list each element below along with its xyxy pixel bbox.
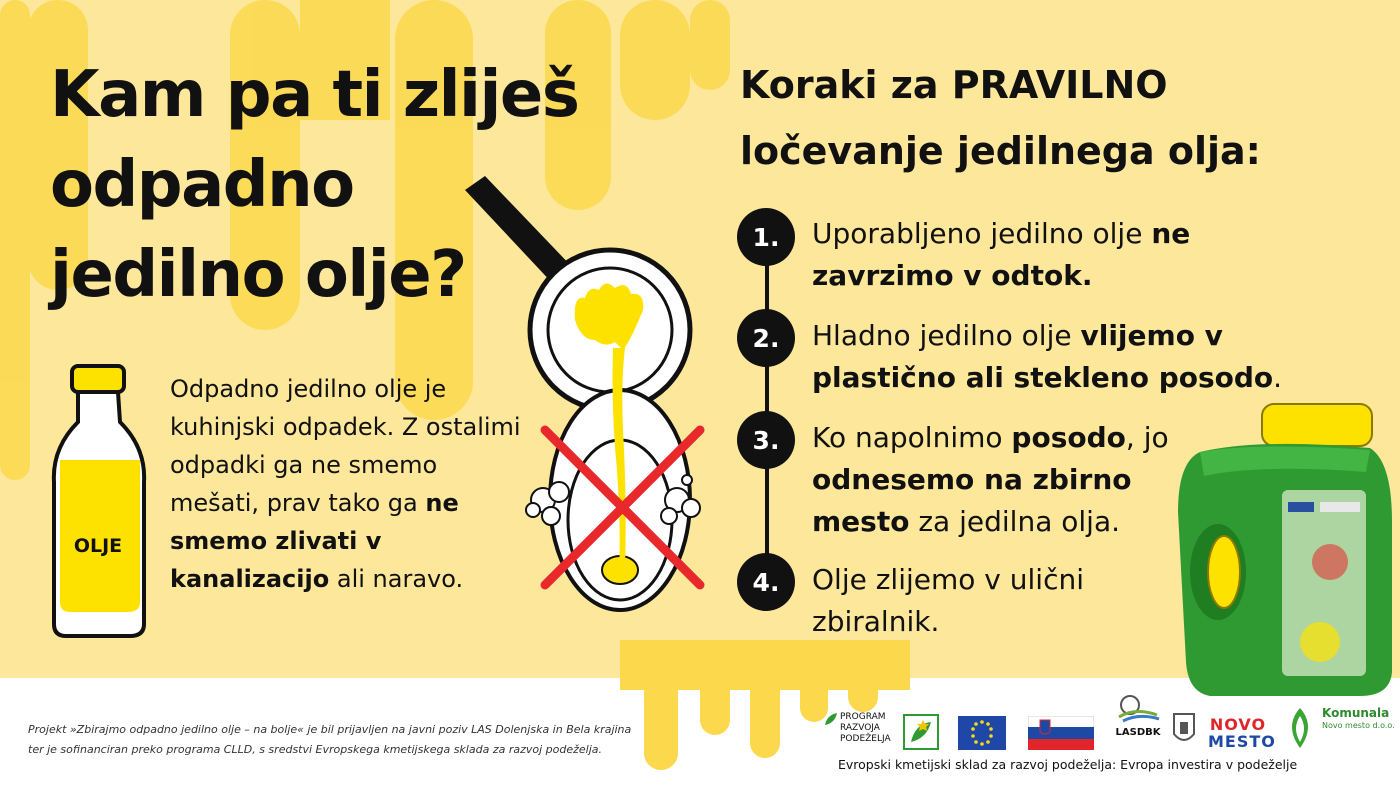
komunala-sub-label: Novo mesto d.o.o. — [1322, 721, 1395, 730]
steps-title-line-1: Koraki za PRAVILNO — [740, 63, 1168, 107]
prp-logo-line-2: RAZVOJA — [840, 723, 880, 733]
las-dbk-icon — [1115, 693, 1161, 723]
step-4-text — [812, 559, 1132, 643]
title-line-2: odpadno — [50, 148, 354, 222]
prp-logo-line-3: PODEŽELJA — [840, 734, 891, 744]
leader-logo — [903, 714, 939, 750]
prp-logo-line-1: PROGRAM — [840, 712, 886, 722]
steps-title-line-2: ločevanje jedilnega olja: — [740, 129, 1261, 173]
step-1-text-plain: Uporabljeno jedilno olje — [812, 217, 1152, 250]
step-number-4: 4. — [737, 553, 795, 611]
step-4-text-plain: Olje zlijemo v ulični zbiralnik. — [812, 563, 1084, 638]
title-line-3: jedilno olje? — [50, 238, 466, 312]
las-dbk-label: LASDBK — [1115, 727, 1161, 738]
step-3-text-end: za jedilna olja. — [909, 505, 1120, 538]
step-3-text-plain: Ko napolnimo — [812, 421, 1012, 454]
steps-timeline — [765, 236, 769, 582]
bottle-label: OLJE — [73, 535, 123, 557]
novo-mesto-bottom: MESTO — [1208, 732, 1276, 751]
step-2-text — [812, 315, 1302, 399]
step-1-text — [812, 213, 1242, 297]
footnote-line-2: ter je sofinanciran preko programa CLLD, s sredstvi Evropskega kmetijskega sklada za razvoj podeželja. — [28, 743, 603, 756]
step-1-text-bold: ne zavrzimo v odtok. — [812, 217, 1191, 292]
coat-of-arms-icon — [1172, 712, 1196, 746]
komunala-label: Komunala — [1322, 706, 1390, 720]
las-dbk-logo — [1110, 693, 1166, 738]
pan-toilet-illustration — [455, 170, 725, 650]
komunala-logo — [1280, 706, 1400, 731]
step-2-text-plain: Hladno jedilno olje — [812, 319, 1081, 352]
step-2-text-end: . — [1273, 361, 1283, 394]
novo-mesto-logo — [1208, 715, 1276, 751]
oil-bottle-illustration — [50, 362, 150, 642]
step-number-3: 3. — [737, 411, 795, 469]
step-2-text-bold: vlijemo v plastično ali stekleno posodo — [812, 319, 1274, 394]
komunala-leaf-icon — [1280, 706, 1320, 750]
eafrd-funding-text: Evropski kmetijski sklad za razvoj podeželja: Evropa investira v podeželje — [838, 757, 1298, 772]
prp-logo — [824, 712, 894, 745]
eu-flag-icon — [958, 716, 1006, 750]
intro-text-2: ali naravo. — [329, 565, 464, 593]
footnote-line-1: Projekt »Zbirajmo odpadno jedilno olje – na bolje« je bil prijavljen na javni poziv LAS Dolenjska in Bela krajina — [28, 723, 632, 736]
project-footnote — [28, 720, 668, 760]
prp-leaf-icon — [824, 712, 838, 726]
intro-text-1: Odpadno jedilno olje je kuhinjski odpadek. Z ostalimi odpadki ga ne smemo mešati, prav tako ga — [170, 375, 521, 517]
title-line-1: Kam pa ti zliješ — [50, 58, 579, 132]
oil-collection-container-image — [1170, 402, 1395, 702]
step-number-2: 2. — [737, 309, 795, 367]
steps-title — [740, 52, 1380, 184]
intro-text-bold: ne smemo zlivati v kanalizacijo — [170, 489, 459, 593]
step-3-text-bold-1: posodo — [1011, 421, 1126, 454]
step-number-1: 1. — [737, 208, 795, 266]
step-3-text-bold-2: odnesemo na zbirno mesto — [812, 463, 1132, 538]
step-3-text — [812, 417, 1212, 543]
novo-mesto-top: NOVO — [1209, 715, 1267, 734]
step-3-text-mid: , jo — [1125, 421, 1169, 454]
slovenia-flag-icon — [1028, 716, 1094, 750]
